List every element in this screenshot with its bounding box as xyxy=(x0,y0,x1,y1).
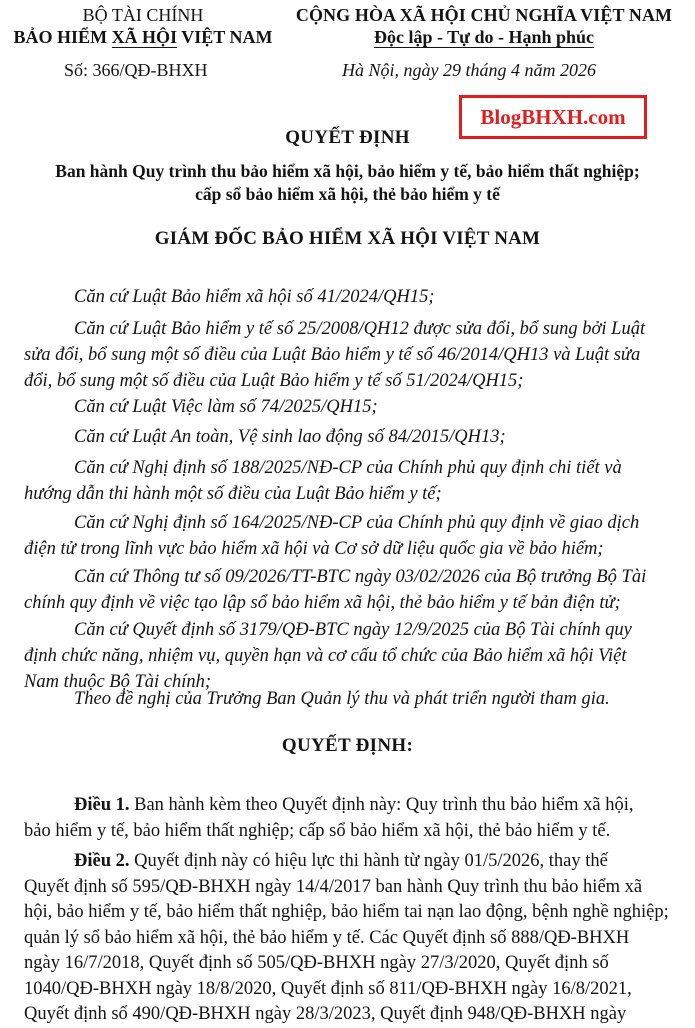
basis-line: điện tử trong lĩnh vực bảo hiểm xã hội và Cơ sở dữ liệu quốc gia về bảo hiểm; xyxy=(24,539,604,559)
legal-basis-9 xyxy=(24,686,670,712)
article-line: ngày 16/7/2018, Quyết định số 505/QĐ-BHXH ngày 27/3/2020, Quyết định số xyxy=(24,953,609,973)
basis-first-line: Căn cứ Luật Việc làm số 74/2025/QH15; xyxy=(74,397,378,417)
place-date: Hà Nội, ngày 29 tháng 4 năm 2026 xyxy=(342,60,596,80)
document-subtitle xyxy=(20,160,675,206)
agency-name-part2: XÃ HỘI xyxy=(111,27,178,47)
basis-first-line: Căn cứ Nghị định số 164/2025/NĐ-CP của Chính phủ quy định về giao dịch xyxy=(74,513,640,533)
basis-line: hướng dẫn thi hành một số điều của Luật Bảo hiểm y tế; xyxy=(24,484,442,504)
issuer-block xyxy=(8,4,278,48)
basis-first-line: Căn cứ Thông tư số 09/2026/TT-BTC ngày 03/02/2026 của Bộ trưởng Bộ Tài xyxy=(74,567,647,587)
basis-first-line: Căn cứ Quyết định số 3179/QĐ-BTC ngày 12/9/2025 của Bộ Tài chính quy xyxy=(74,620,632,640)
article-line: Quyết định số 595/QĐ-BHXH ngày 14/4/2017 ban hành Quy trình thu bảo hiểm xã xyxy=(24,876,643,897)
agency-name-part3: VIỆT NAM xyxy=(177,27,273,47)
basis-line: đổi, bổ sung một số điều của Luật Bảo hiểm y tế số 51/2024/QH15; xyxy=(24,371,524,391)
subtitle-line: cấp sổ bảo hiểm xã hội, thẻ bảo hiểm y tế xyxy=(195,184,500,204)
article-2 xyxy=(24,849,670,1028)
legal-basis-2 xyxy=(24,316,670,394)
national-motto xyxy=(282,26,686,48)
country-name: CỘNG HÒA XÃ HỘI CHỦ NGHĨA VIỆT NAM xyxy=(295,5,673,25)
article-label: Điều 2. xyxy=(74,851,130,871)
basis-first-line: Căn cứ Luật An toàn, Vệ sinh lao động số 84/2015/QH13; xyxy=(74,427,506,447)
basis-line: chính quy định về việc tạo lập sổ bảo hiểm xã hội, thẻ bảo hiểm y tế bản điện tử; xyxy=(24,593,621,613)
basis-first-line: Căn cứ Luật Bảo hiểm xã hội số 41/2024/QH15; xyxy=(74,287,435,307)
agency-name xyxy=(8,26,278,48)
agency-name-part1: BẢO HIỂM xyxy=(13,27,112,47)
legal-basis-6 xyxy=(24,510,670,562)
article-line: bảo hiểm y tế, bảo hiểm thất nghiệp; cấp sổ bảo hiểm xã hội, thẻ bảo hiểm y tế. xyxy=(24,820,611,841)
national-heading xyxy=(282,4,686,48)
article-text: Ban hành kèm theo Quyết định này: Quy trình thu bảo hiểm xã hội, xyxy=(129,795,634,815)
issuing-authority: GIÁM ĐỐC BẢO HIỂM XÃ HỘI VIỆT NAM xyxy=(154,228,541,249)
basis-line: Nam thuộc Bộ Tài chính; xyxy=(24,672,212,692)
article-text: Quyết định này có hiệu lực thi hành từ ngày 01/5/2026, thay thế xyxy=(129,851,608,871)
ministry-name: BỘ TÀI CHÍNH xyxy=(82,5,204,25)
basis-line: định chức năng, nhiệm vụ, quyền hạn và cơ cấu tổ chức của Bảo hiểm xã hội Việt xyxy=(24,646,627,666)
subtitle-line: Ban hành Quy trình thu bảo hiểm xã hội, bảo hiểm y tế, bảo hiểm thất nghiệp; xyxy=(55,161,640,181)
legal-basis-7 xyxy=(24,564,670,616)
decision-heading: QUYẾT ĐỊNH: xyxy=(281,735,414,756)
article-line: quản lý sổ bảo hiểm xã hội, thẻ bảo hiểm y tế. Các Quyết định số 888/QĐ-BHXH xyxy=(24,927,630,948)
article-first-line xyxy=(24,793,670,819)
watermark-badge: BlogBHXH.com xyxy=(459,95,647,139)
legal-basis-8 xyxy=(24,617,670,695)
article-first-line xyxy=(24,849,670,875)
legal-basis-3 xyxy=(24,394,670,420)
article-line: hội, bảo hiểm y tế, bảo hiểm thất nghiệp, bảo hiểm tai nạn lao động, bệnh nghề nghiệp; xyxy=(24,902,669,922)
legal-basis-4 xyxy=(24,424,670,450)
basis-first-line: Theo đề nghị của Trưởng Ban Quản lý thu và phát triển người tham gia. xyxy=(74,689,610,709)
legal-basis-5 xyxy=(24,455,670,507)
basis-line: sửa đổi, bổ sung một số điều của Luật Bảo hiểm y tế số 46/2014/QH13 và Luật sửa xyxy=(24,345,641,365)
legal-basis-1 xyxy=(24,284,670,310)
article-1 xyxy=(24,793,670,844)
basis-first-line: Căn cứ Nghị định số 188/2025/NĐ-CP của Chính phủ quy định chi tiết và xyxy=(74,458,622,478)
article-line: Quyết định số 490/QĐ-BHXH ngày 28/3/2023, Quyết định 948/QĐ-BHXH ngày xyxy=(24,1004,627,1024)
motto-text: Độc lập - Tự do - Hạnh phúc xyxy=(373,27,595,47)
document-title: QUYẾT ĐỊNH xyxy=(285,127,410,148)
basis-first-line: Căn cứ Luật Bảo hiểm y tế số 25/2008/QH12 được sửa đổi, bổ sung bởi Luật xyxy=(74,319,646,339)
article-line: 1040/QĐ-BHXH ngày 18/8/2020, Quyết định số 811/QĐ-BHXH ngày 16/8/2021, xyxy=(24,978,632,999)
article-label: Điều 1. xyxy=(74,795,130,815)
document-number: Số: 366/QĐ-BHXH xyxy=(64,60,208,80)
